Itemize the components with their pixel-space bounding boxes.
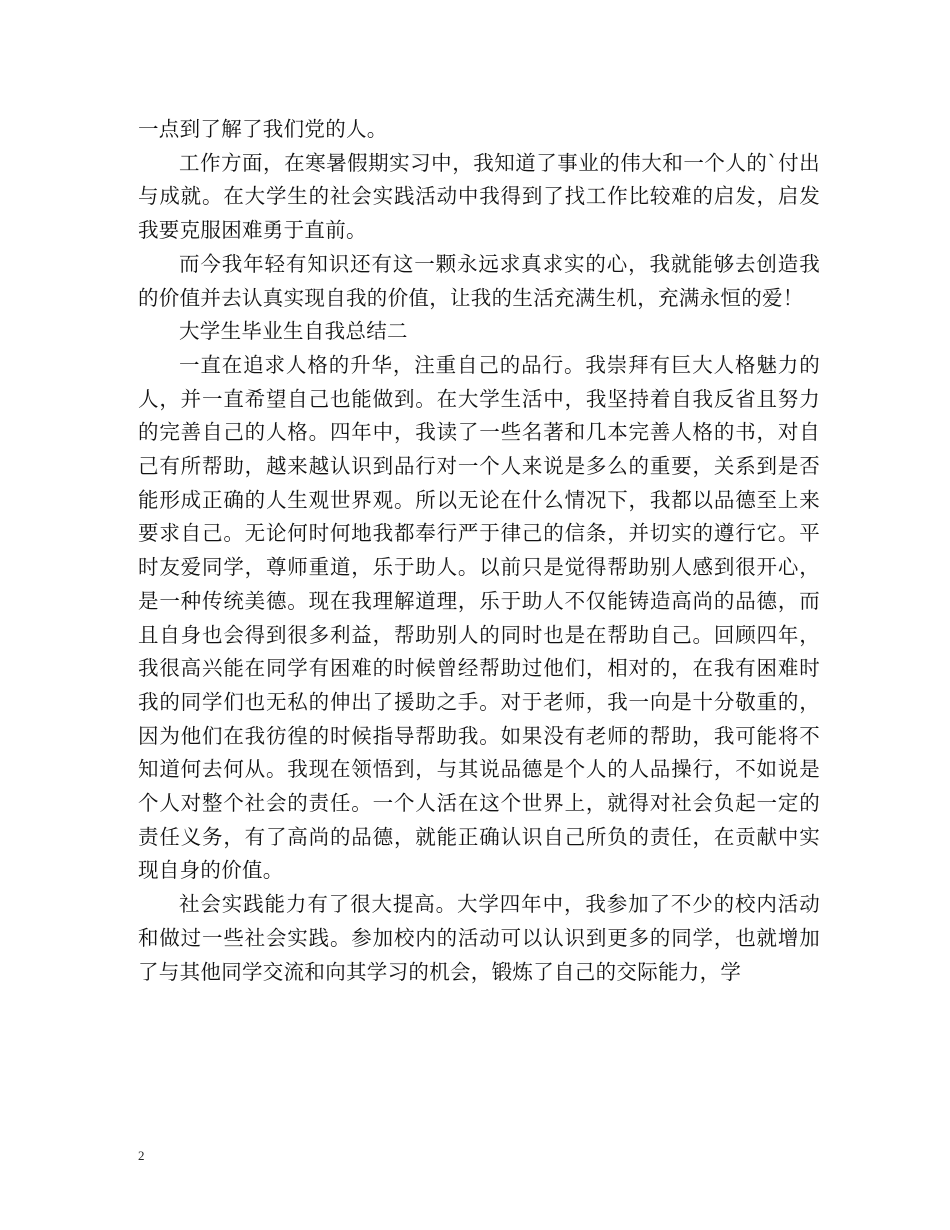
paragraph-character: 一直在追求人格的升华，注重自己的品行。我崇拜有巨大人格魅力的人，并一直希望自己也能做到。在大学生活中，我坚持着自我反省且努力的完善自己的人格。四年中，我读了一些名著和几本完善人格的书，对自己有所帮助，越来越认识到品行对一个人来说是多么的重要，关系到是否能形成正确的人生观世界观。所以无论在什么情况下，我都以品德至上来要求自己。无论何时何地我都奉行严于律己的信条，并切实的遵行它。平时友爱同学，尊师重道，乐于助人。以前只是觉得帮助别人感到很开心，是一种传统美德。现在我理解道理，乐于助人不仅能铸造高尚的品德，而且自身也会得到很多利益，帮助别人的同时也是在帮助自己。回顾四年，我很高兴能在同学有困难的时候曾经帮助过他们，相对的，在我有困难时我的同学们也无私的伸出了援助之手。对于老师，我一向是十分敬重的，因为他们在我彷徨的时候指导帮助我。如果没有老师的帮助，我可能将不知道何去何从。我现在领悟到，与其说品德是个人的人品操行，不如说是个人对整个社会的责任。一个人活在这个世界上，就得对社会负起一定的责任义务，有了高尚的品德，就能正确认识自己所负的责任，在贡献中实现自身的价值。 [138, 352, 820, 883]
paragraph-work: 工作方面，在寒暑假期实习中，我知道了事业的伟大和一个人的`付出与成就。在大学生的社会实践活动中我得到了找工作比较难的启发，启发我要克服困难勇于直前。 [138, 150, 820, 243]
paragraph-social-practice: 社会实践能力有了很大提高。大学四年中，我参加了不少的校内活动和做过一些社会实践。参加校内的活动可以认识到更多的同学，也就增加了与其他同学交流和向其学习的机会，锻炼了自己的交际能力，学 [138, 892, 820, 984]
paragraph-youth: 而今我年轻有知识还有这一颗永远求真求实的心，我就能够去创造我的价值并去认真实现自我的价值，让我的生活充满生机，充满永恒的爱！ [138, 251, 820, 310]
paragraph-continuation: 一点到了解了我们党的人。 [138, 117, 388, 141]
section-heading: 大学生毕业生自我总结二 [179, 319, 408, 344]
page-number: 2 [138, 1148, 145, 1163]
document-body [138, 113, 820, 989]
